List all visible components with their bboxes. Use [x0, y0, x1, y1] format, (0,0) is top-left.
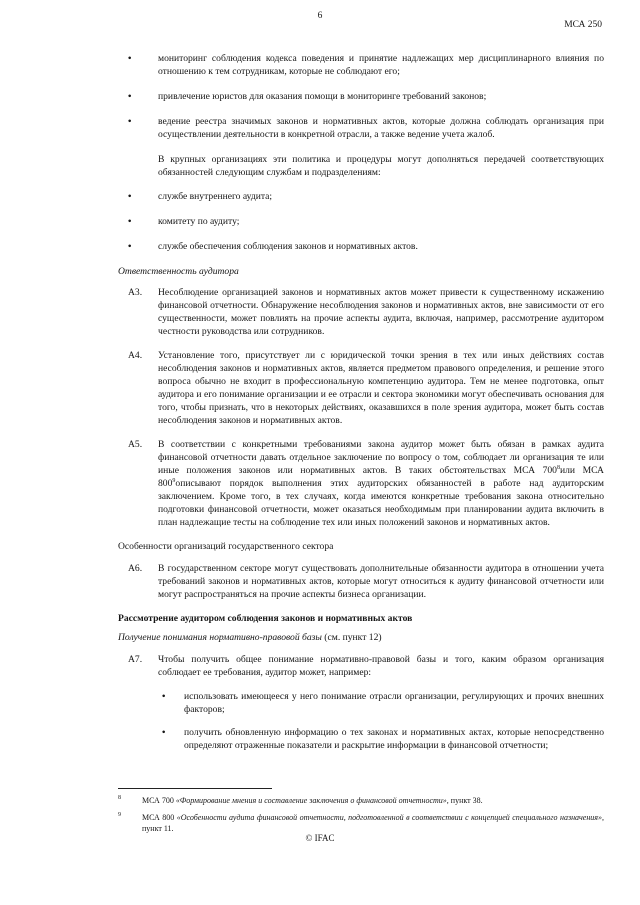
- bullet-icon: •: [162, 727, 166, 738]
- footnote-lead: МСА 700: [142, 796, 176, 805]
- list-item: [118, 52, 604, 78]
- understanding-heading-title: Получение понимания нормативно-правовой базы: [118, 632, 322, 643]
- footnote-ref: 8: [556, 464, 560, 471]
- footnote-mark: 8: [118, 795, 121, 801]
- paragraph-text: В государственном секторе могут существовать дополнительные обязанности аудитора в отношении учета требований законов и нормативных актов, которые могут относиться к аудиту финансовой отчетности или могут распространяться на прочие аспекты бизнеса организации.: [158, 563, 604, 600]
- bullet-icon: •: [128, 53, 132, 64]
- paragraph-a6: [118, 562, 604, 601]
- footnote-tail: , пункт 38.: [446, 796, 483, 805]
- footnote-lead: МСА 800: [142, 813, 177, 822]
- list-item: [118, 115, 604, 141]
- public-sector-heading: Особенности организаций государственного сектора: [118, 541, 334, 552]
- list-item: [118, 215, 604, 228]
- page-number: 6: [317, 11, 323, 21]
- paragraph-number: A4.: [128, 350, 143, 361]
- bullet-icon: •: [128, 216, 132, 227]
- paragraph-text: Несоблюдение организацией законов и нормативных актов может привести к существенному искажению финансовой отчетности. Обнаружение несоблюдения законов и нормативных актов, вне зависимости от его существенности, может повлиять на прочие аспекты аудита, включая, например, рассмотрение аудитором честности руководства или сотрудников.: [158, 287, 604, 337]
- footnote-divider: [118, 788, 272, 789]
- list-item: [118, 190, 604, 203]
- list-item-text: комитету по аудиту;: [158, 216, 240, 227]
- paragraph-a3: [118, 286, 604, 338]
- paragraph-text-part: описывают порядок выполнения этих аудиторских обязанностей в работе над аудиторским заключением. Кроме того, в тех случаях, когда имеются конкретные требования закона относительно подготовки финансовой отчетности, может оказаться необходимым при планировании аудита включить в план надлежащие тесты на соблюдение тех или иных положений законов и нормативных актов.: [158, 478, 604, 528]
- bullet-icon: •: [128, 191, 132, 202]
- bullet-icon: •: [128, 116, 132, 127]
- paragraph-text-part: или МСА 800: [158, 465, 604, 489]
- footnote: [118, 795, 604, 806]
- footnote: [118, 812, 604, 834]
- bullet-icon: •: [128, 91, 132, 102]
- list-item-text: ведение реестра значимых законов и нормативных актов, которые должна соблюдать организация при осуществлении деятельности в конкретной отрасли, а также ведение учета жалоб.: [158, 116, 604, 140]
- footnote-ref: 9: [172, 477, 176, 484]
- list-item-text: службе обеспечения соблюдения законов и нормативных актов.: [158, 241, 418, 252]
- paragraph-number: A3.: [128, 287, 143, 298]
- paragraph-a7: [118, 653, 604, 679]
- footnote-title: «Формирование мнения и составление заключения о финансовой отчетности»: [175, 796, 447, 805]
- list-item: [118, 90, 604, 103]
- list-item-text: мониторинг соблюдения кодекса поведения и принятие надлежащих мер дисциплинарного влияния по отношению к тем сотрудникам, которые не соблюдают его;: [158, 53, 604, 77]
- understanding-heading: [118, 631, 604, 644]
- document-code: МСА 250: [564, 20, 602, 30]
- bullet-icon: •: [128, 241, 132, 252]
- main-content: [118, 52, 604, 762]
- list-item-text: службе внутреннего аудита;: [158, 191, 273, 202]
- auditor-responsibility-heading: Ответственность аудитора: [118, 266, 239, 277]
- list-item-text: использовать имеющееся у него понимание отрасли организации, регулирующих и прочих внешних факторов;: [184, 691, 604, 715]
- footnote-tail: , пункт 11.: [142, 813, 604, 833]
- copyright: © IFAC: [305, 833, 335, 843]
- paragraph-text: Установление того, присутствует ли с юридической точки зрения в тех или иных действиях состав несоблюдения законов и нормативных актов, является предметом правового определения, и решение этого вопроса обычно не входит в профессиональную компетенцию аудитора. Тем не менее подготовка, опыт аудитора и его понимание организации и ее отрасли и сектора экономики могут обеспечивать основания для того, чтобы признать, что в некоторых действиях, оказавшихся в поле зрения аудитора, может быть состав несоблюдения законов и нормативных актов.: [158, 350, 604, 426]
- paragraph-text: Чтобы получить общее понимание нормативно-правовой базы и того, каким образом организация соблюдает ее требования, аудитор может, например:: [158, 654, 604, 678]
- large-organizations-paragraph: В крупных организациях эти политика и процедуры могут дополняться передачей соответствующих обязанностей следующим службам и подразделениям:: [158, 154, 604, 178]
- bullet-icon: •: [162, 691, 166, 702]
- paragraph-number: A7.: [128, 654, 143, 665]
- paragraph-number: A6.: [128, 563, 143, 574]
- footnote-title: «Особенности аудита финансовой отчетности, подготовленной в соответствии с концепцией специального назначения»: [176, 813, 602, 822]
- understanding-heading-reference: (см. пункт 12): [321, 632, 382, 643]
- section-heading: Рассмотрение аудитором соблюдения законов и нормативных актов: [118, 613, 413, 624]
- footnote-mark: 9: [118, 812, 121, 818]
- list-item: [118, 726, 604, 752]
- list-item: [118, 240, 604, 253]
- paragraph-number: A5.: [128, 439, 143, 450]
- list-item-text: получить обновленную информацию о тех законах и нормативных актах, которые непосредственно определяют отраженные показатели и раскрытие информации в финансовой отчетности;: [184, 727, 604, 751]
- paragraph-text-part: В соответствии с конкретными требованиями закона аудитор может быть обязан в рамках аудита финансовой отчетности давать отдельное заключение по вопросу о том, соблюдает ли организация те или иные положения законов или нормативных актов. В таких обстоятельствах МСА 700: [158, 439, 604, 476]
- list-item-text: привлечение юристов для оказания помощи в мониторинге требований законов;: [158, 91, 487, 102]
- list-item: [118, 690, 604, 716]
- paragraph-a5: [118, 438, 604, 529]
- paragraph-a4: [118, 349, 604, 427]
